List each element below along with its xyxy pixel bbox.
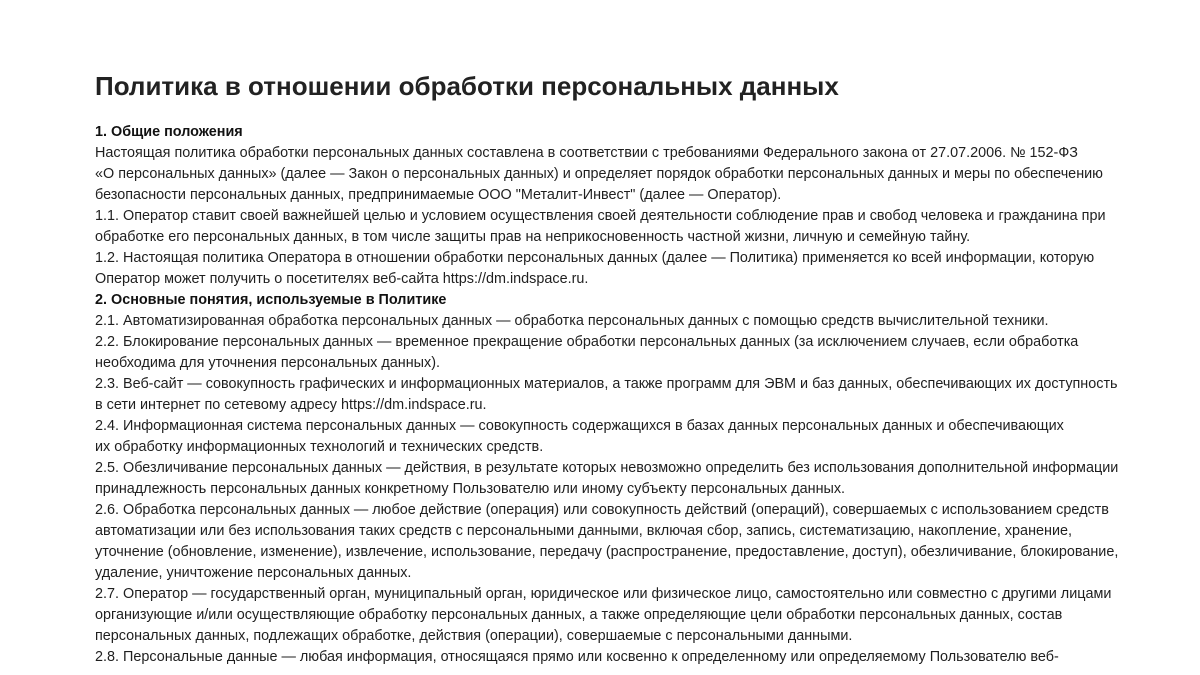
policy-text-line: их обработку информационных технологий и технических средств. bbox=[95, 439, 544, 455]
policy-text-line: Оператор может получить о посетителях веб-сайта https://dm.indspace.ru. bbox=[95, 271, 589, 287]
policy-text-line: необходима для уточнения персональных данных). bbox=[95, 355, 441, 371]
policy-text-line: персональных данных, подлежащих обработке, действия (операции), совершаемые с персональными данными. bbox=[95, 628, 853, 644]
policy-text-line: 2.6. Обработка персональных данных — любое действие (операция) или совокупность действий (операций), совершаемых с использованием средств bbox=[95, 502, 1109, 518]
policy-text-line: 2.5. Обезличивание персональных данных — действия, в результате которых невозможно определить без использования дополнительной информации bbox=[95, 460, 1119, 476]
policy-text-line: безопасности персональных данных, предпринимаемые ООО "Металит-Инвест" (далее — Оператор). bbox=[95, 187, 782, 203]
policy-text-line: 1.1. Оператор ставит своей важнейшей целью и условием осуществления своей деятельности соблюдение прав и свобод человека и гражданина при bbox=[95, 208, 1106, 224]
policy-text-line: 2.2. Блокирование персональных данных — временное прекращение обработки персональных данных (за исключением случаев, если обработка bbox=[95, 334, 1079, 350]
policy-text-line: автоматизации или без использования таких средств с персональными данными, включая сбор, запись, систематизацию, накопление, хранение, bbox=[95, 523, 1073, 539]
policy-text-line: принадлежность персональных данных конкретному Пользователю или иному субъекту персональных данных. bbox=[95, 481, 846, 497]
policy-text-line: удаление, уничтожение персональных данных. bbox=[95, 565, 412, 581]
policy-text-line: 2.7. Оператор — государственный орган, муниципальный орган, юридическое или физическое лицо, самостоятельно или совместно с другими лицами bbox=[95, 586, 1112, 602]
policy-text-line: в сети интернет по сетевому адресу https://dm.indspace.ru. bbox=[95, 397, 487, 413]
section-heading: 1. Общие положения bbox=[95, 124, 243, 140]
policy-text-line: 1.2. Настоящая политика Оператора в отношении обработки персональных данных (далее — Политика) применяется ко всей информации, которую bbox=[95, 250, 1095, 266]
policy-text-line: организующие и/или осуществляющие обработку персональных данных, а также определяющие цели обработки персональных данных, состав bbox=[95, 607, 1063, 623]
policy-text-line: уточнение (обновление, изменение), извлечение, использование, передачу (распространение, предоставление, доступ), обезличивание, блокирование, bbox=[95, 544, 1119, 560]
policy-content bbox=[95, 122, 1119, 668]
section-heading: 2. Основные понятия, используемые в Политике bbox=[95, 292, 447, 308]
policy-text-line: 2.8. Персональные данные — любая информация, относящаяся прямо или косвенно к определенному или определяемому Пользователю веб- bbox=[95, 649, 1059, 665]
policy-text-line: обработке его персональных данных, в том числе защиты прав на неприкосновенность частной жизни, личную и семейную тайну. bbox=[95, 229, 971, 245]
policy-text-line: «О персональных данных» (далее — Закон о персональных данных) и определяет порядок обработки персональных данных и меры по обеспечению bbox=[95, 166, 1103, 182]
policy-text-line: Настоящая политика обработки персональных данных составлена в соответствии с требованиями Федерального закона от 27.07.2006. № 152-ФЗ bbox=[95, 145, 1078, 161]
policy-text-line: 2.4. Информационная система персональных данных — совокупность содержащихся в базах данных персональных данных и обеспечивающих bbox=[95, 418, 1064, 434]
policy-text-line: 2.3. Веб-сайт — совокупность графических и информационных материалов, а также программ для ЭВМ и баз данных, обеспечивающих их доступность bbox=[95, 376, 1118, 392]
page-title: Политика в отношении обработки персональных данных bbox=[95, 71, 839, 101]
policy-text-line: 2.1. Автоматизированная обработка персональных данных — обработка персональных данных с помощью средств вычислительной техники. bbox=[95, 313, 1049, 329]
